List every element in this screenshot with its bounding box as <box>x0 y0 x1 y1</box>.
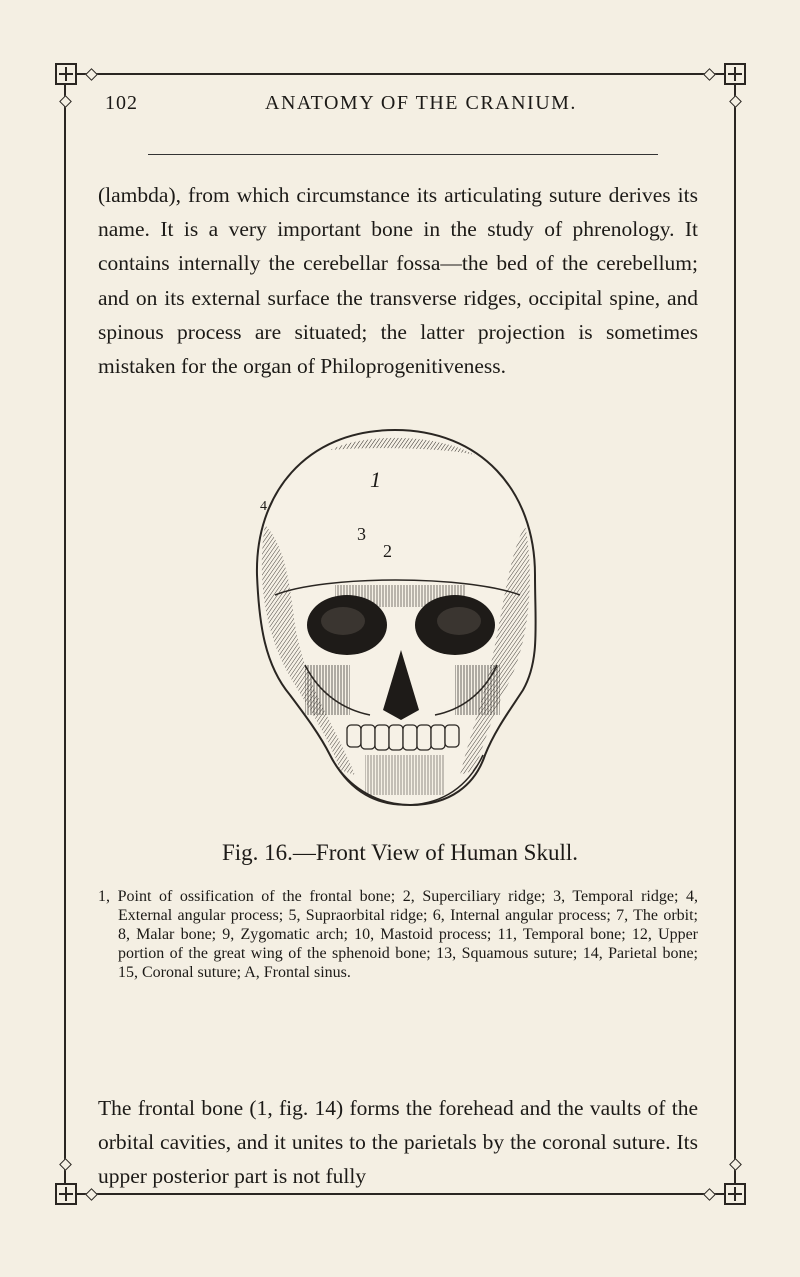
running-head: ANATOMY OF THE CRANIUM. <box>265 92 577 114</box>
frame-right-line <box>734 78 736 1190</box>
header-rule <box>148 154 658 155</box>
figure-caption: Fig. 16.—Front View of Human Skull. <box>222 840 578 865</box>
diamond-ornament-icon <box>703 68 716 81</box>
figure-legend <box>98 887 698 982</box>
corner-ornament-icon <box>724 63 746 85</box>
diamond-ornament-icon <box>85 68 98 81</box>
frame-left-line <box>64 78 66 1190</box>
page-number: 102 <box>105 92 138 114</box>
page-header <box>0 92 800 122</box>
figure-label-3: 3 <box>357 524 366 544</box>
figure-legend-text: 1, Point of ossification of the frontal bone; 2, Superciliary ridge; 3, Temporal ridge; 4, External angular process; 5, Supraorbital ridge; 6, Internal angular process; 7, The orbit; 8, Malar bone; 9, Zygomatic arch; 10, Mastoid process; 11, Temporal bone; 12, Upper portion of the great wing of the sphenoid bone; 13, Squamous suture; 14, Parietal bone; 15, Coronal suture; A, Frontal sinus. <box>98 888 698 981</box>
skull-illustration <box>235 425 555 810</box>
corner-ornament-icon <box>55 63 77 85</box>
skull-engraving <box>235 425 555 810</box>
figure-label-1: 1 <box>370 467 381 492</box>
paragraph-bottom: The frontal bone (1, fig. 14) forms the forehead and the vaults of the orbital cavities, and it unites to the parietals by the coronal suture. Its upper posterior part is not fully <box>98 1096 698 1189</box>
diamond-ornament-icon <box>729 1158 742 1171</box>
diamond-ornament-icon <box>85 1188 98 1201</box>
frame-top-line <box>70 73 730 75</box>
corner-ornament-icon <box>55 1183 77 1205</box>
figure-label-4: 4 <box>260 499 267 514</box>
diamond-ornament-icon <box>703 1188 716 1201</box>
diamond-ornament-icon <box>59 1158 72 1171</box>
upper-teeth <box>347 725 459 750</box>
figure-label-2: 2 <box>383 541 392 561</box>
paragraph-top: (lambda), from which circumstance its articulating suture derives its name. It is a very important bone in the study of phrenology. It contains internally the cerebellar fossa—the bed of the cerebellum; and on its external surface the transverse ridges, occipital spine, and spinous process are situated; the latter projection is sometimes mistaken for the organ of Philoprogenitiveness. <box>98 183 698 379</box>
corner-ornament-icon <box>724 1183 746 1205</box>
